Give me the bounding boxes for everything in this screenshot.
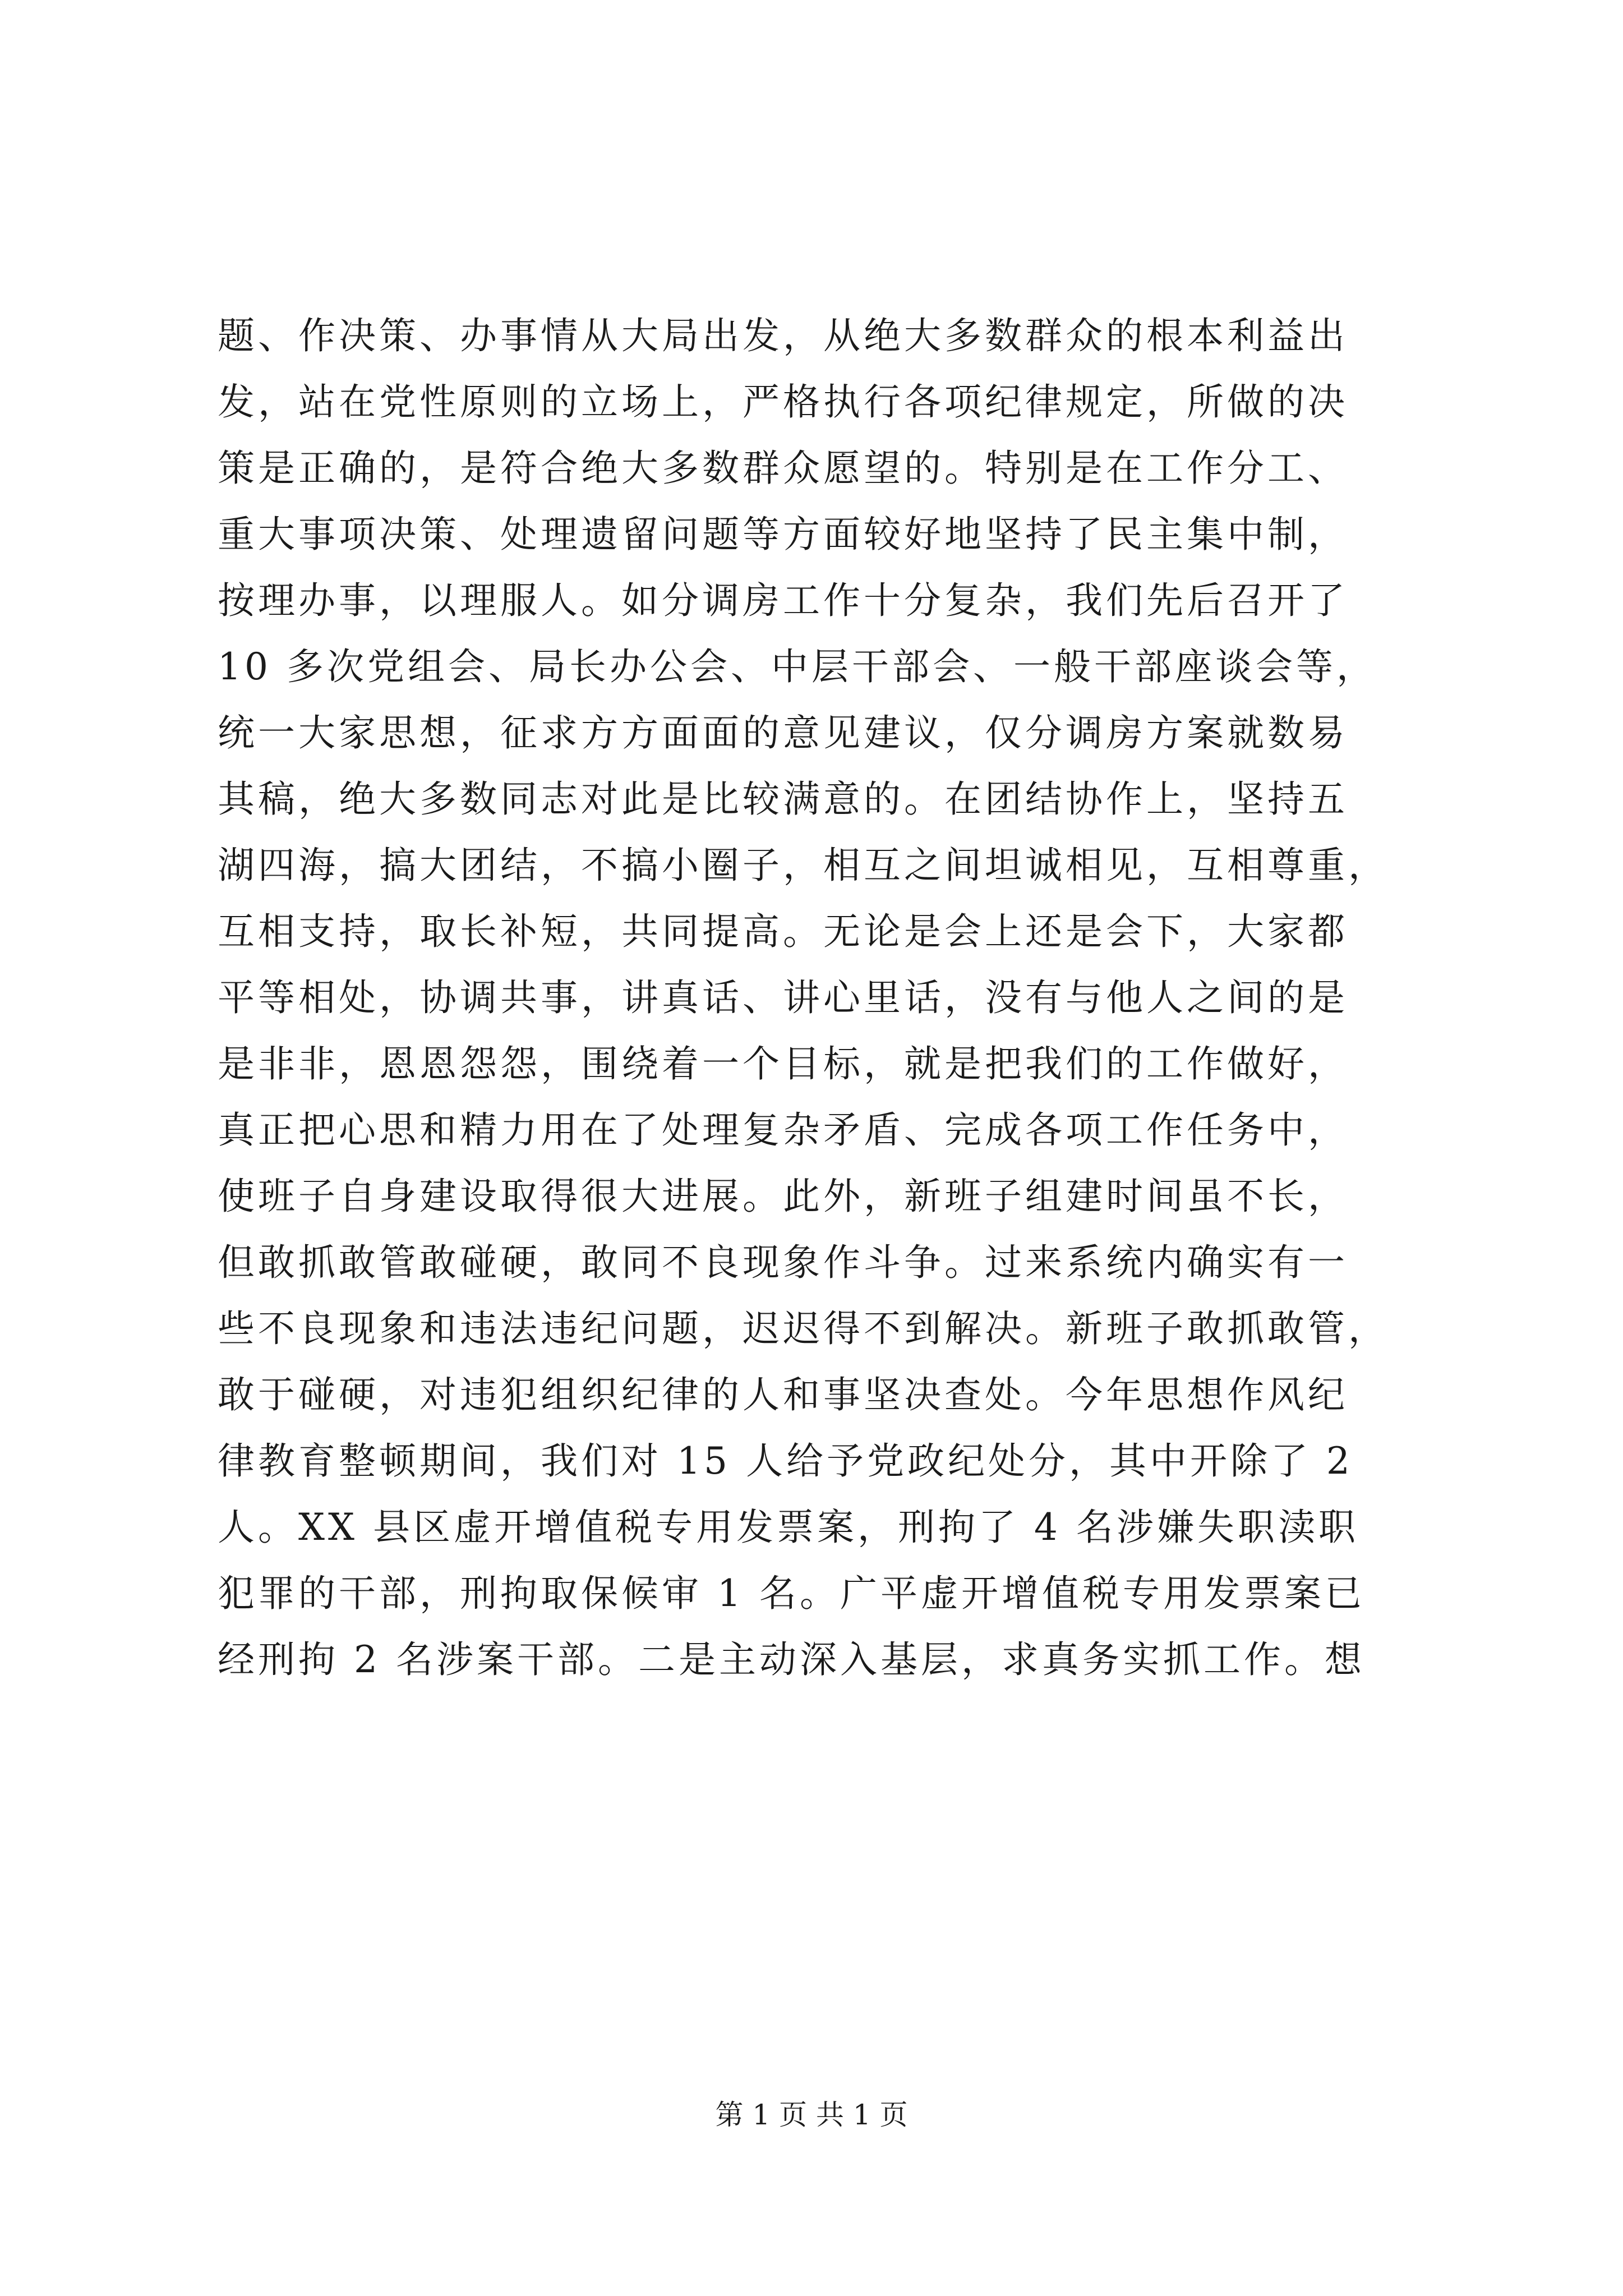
- text-line: 些不良现象和违法违纪问题，迟迟得不到解决。新班子敢抓敢管，: [218, 1307, 1389, 1350]
- text-line: 但敢抓敢管敢碰硬，敢同不良现象作斗争。过来系统内确实有一: [218, 1241, 1348, 1284]
- text-line: 湖四海，搞大团结，不搞小圈子，相互之间坦诚相见，互相尊重，: [218, 844, 1389, 887]
- page-number: 第 1 页 共 1 页: [715, 2099, 908, 2131]
- text-line: 按理办事，以理服人。如分调房工作十分复杂，我们先后召开了: [218, 579, 1348, 622]
- text-line: 经刑拘 2 名涉案干部。二是主动深入基层，求真务实抓工作。想: [218, 1638, 1365, 1681]
- text-line: 其稿，绝大多数同志对此是比较满意的。在团结协作上，坚持五: [218, 777, 1348, 821]
- text-line: 统一大家思想，征求方方面面的意见建议，仅分调房方案就数易: [218, 711, 1348, 754]
- text-line: 互相支持，取长补短，共同提高。无论是会上还是会下，大家都: [218, 910, 1348, 953]
- text-line: 犯罪的干部，刑拘取保候审 1 名。广平虚开增值税专用发票案已: [218, 1572, 1365, 1615]
- text-line: 真正把心思和精力用在了处理复杂矛盾、完成各项工作任务中，: [218, 1108, 1348, 1152]
- text-line: 人。XX 县区虚开增值税专用发票案，刑拘了 4 名涉嫌失职渎职: [218, 1506, 1359, 1549]
- text-line: 重大事项决策、处理遗留问题等方面较好地坚持了民主集中制，: [218, 513, 1348, 556]
- text-line: 敢于碰硬，对违犯组织纪律的人和事坚决查处。今年思想作风纪: [218, 1373, 1348, 1416]
- page-footer: [0, 2098, 1623, 2132]
- text-line: 平等相处，协调共事，讲真话、讲心里话，没有与他人之间的是: [218, 976, 1348, 1019]
- body-text: [218, 303, 1429, 1693]
- text-line: 题、作决策、办事情从大局出发，从绝大多数群众的根本利益出: [218, 314, 1348, 357]
- text-line: 策是正确的，是符合绝大多数群众愿望的。特别是在工作分工、: [218, 447, 1348, 490]
- text-line: 律教育整顿期间，我们对 15 人给予党政纪处分，其中开除了 2: [218, 1439, 1353, 1483]
- text-line: 使班子自身建设取得很大进展。此外，新班子组建时间虽不长，: [218, 1175, 1348, 1218]
- text-line: 10 多次党组会、局长办公会、中层干部会、一般干部座谈会等，: [218, 645, 1377, 688]
- text-line: 是非非，恩恩怨怨，围绕着一个目标，就是把我们的工作做好，: [218, 1042, 1348, 1085]
- text-line: 发，站在党性原则的立场上，严格执行各项纪律规定，所做的决: [218, 380, 1348, 424]
